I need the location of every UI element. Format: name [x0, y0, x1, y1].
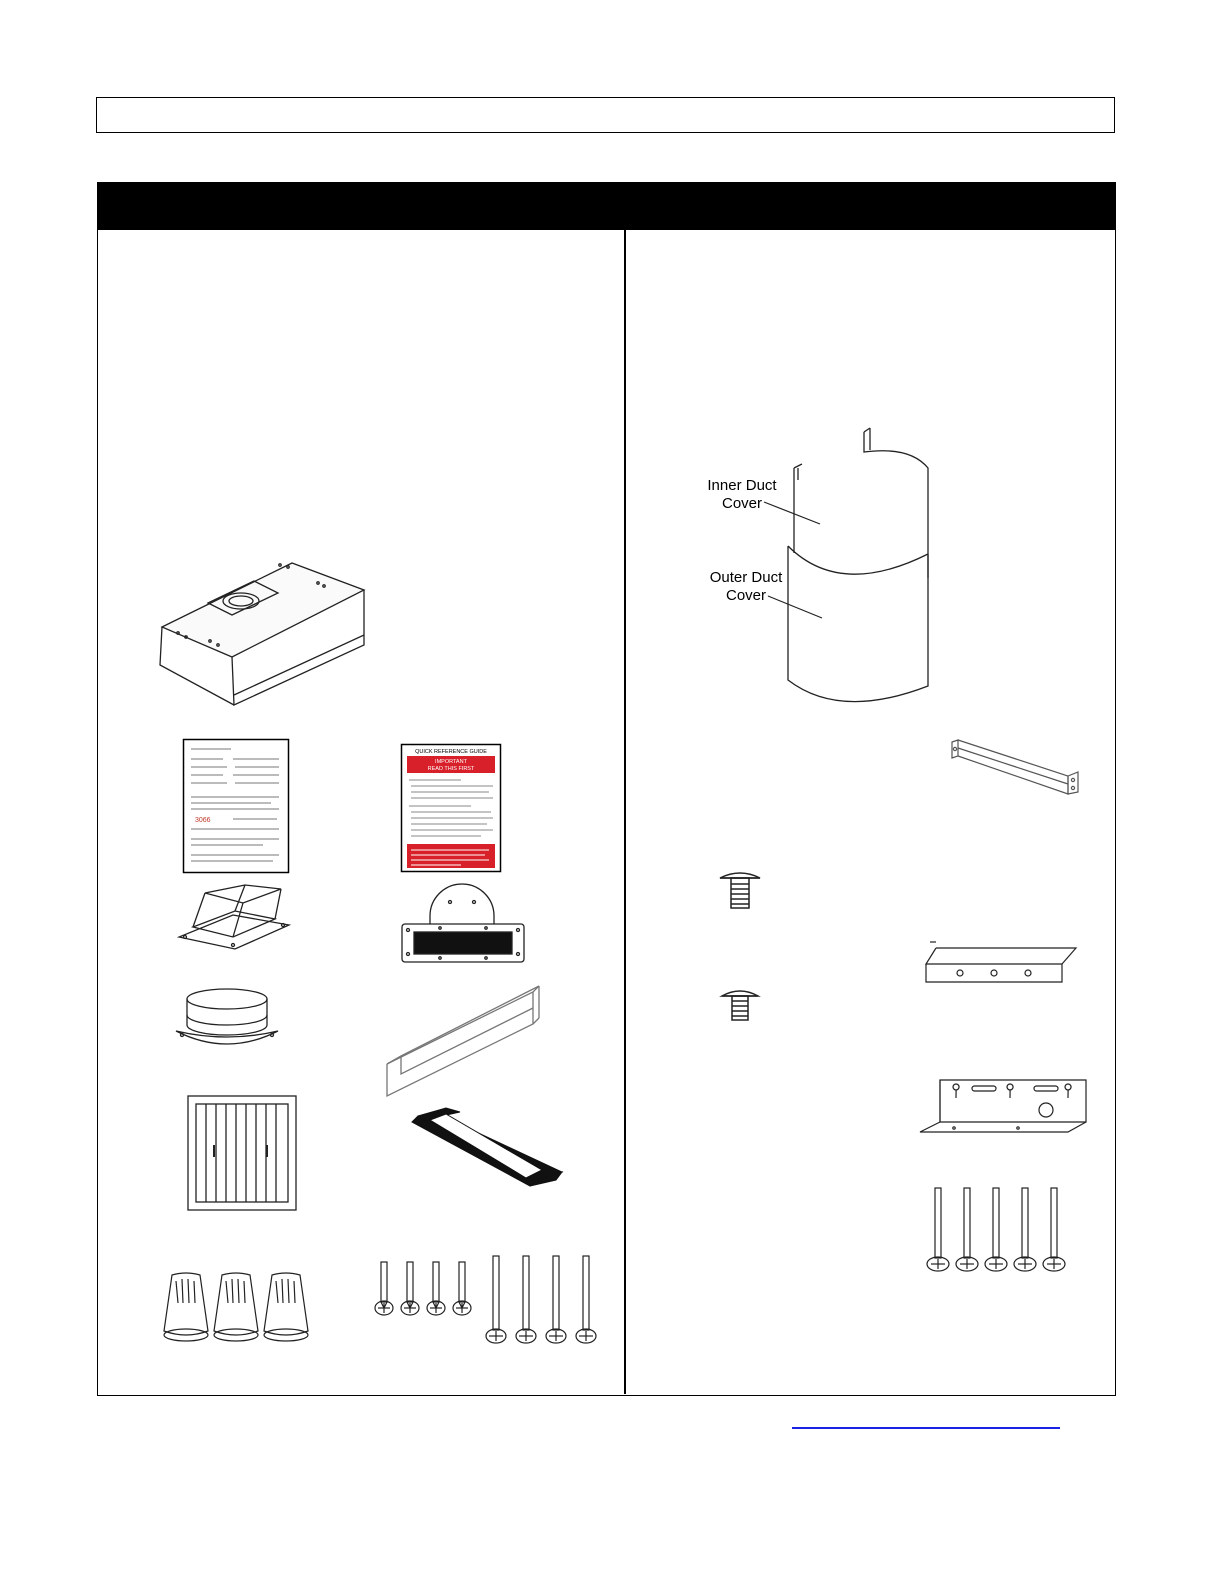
range-hood-illustration	[150, 545, 380, 715]
footer-link-underline[interactable]	[792, 1427, 1060, 1429]
warranty-card-number: 3066	[195, 817, 211, 824]
outer-duct-cover-label-line1: Outer Duct	[709, 569, 783, 586]
table-header-bar	[98, 183, 1115, 230]
small-bolt-2-illustration	[720, 986, 760, 1022]
rectangular-frame-illustration	[400, 1108, 565, 1198]
quick-reference-guide-illustration	[401, 744, 501, 872]
round-duct-collar-illustration	[172, 985, 282, 1057]
baffle-filter-illustration	[187, 1095, 297, 1211]
short-screws-illustration	[372, 1258, 482, 1322]
header-box	[96, 97, 1115, 133]
warranty-card-illustration	[183, 739, 289, 873]
quick-guide-banner-1: IMPORTANT	[435, 759, 467, 765]
column-divider	[624, 230, 626, 1394]
duct-cover-bracket-illustration	[948, 738, 1082, 800]
rectangular-duct-adapter-illustration	[175, 885, 295, 955]
outer-duct-cover-leader-line	[764, 592, 834, 622]
inner-duct-cover-leader-line	[760, 498, 830, 528]
wall-mount-bracket-illustration	[918, 1076, 1088, 1134]
hood-l-bracket-illustration	[922, 940, 1082, 986]
quick-guide-title: QUICK REFERENCE GUIDE	[415, 749, 487, 755]
wire-connectors-illustration	[160, 1273, 310, 1349]
duct-flange-plate-illustration	[400, 888, 526, 966]
small-bolt-1-illustration	[718, 868, 762, 912]
long-back-plate-illustration	[383, 982, 543, 1098]
inner-duct-cover-label-line2: Cover	[721, 495, 762, 512]
duct-covers-illustration	[780, 428, 940, 708]
inner-duct-cover-label-line1: Inner Duct	[707, 477, 777, 494]
outer-duct-cover-label-line2: Cover	[725, 587, 766, 604]
long-screws-illustration	[484, 1252, 608, 1348]
long-screws-right-illustration	[920, 1184, 1076, 1276]
quick-guide-banner-2: READ THIS FIRST	[427, 766, 475, 772]
